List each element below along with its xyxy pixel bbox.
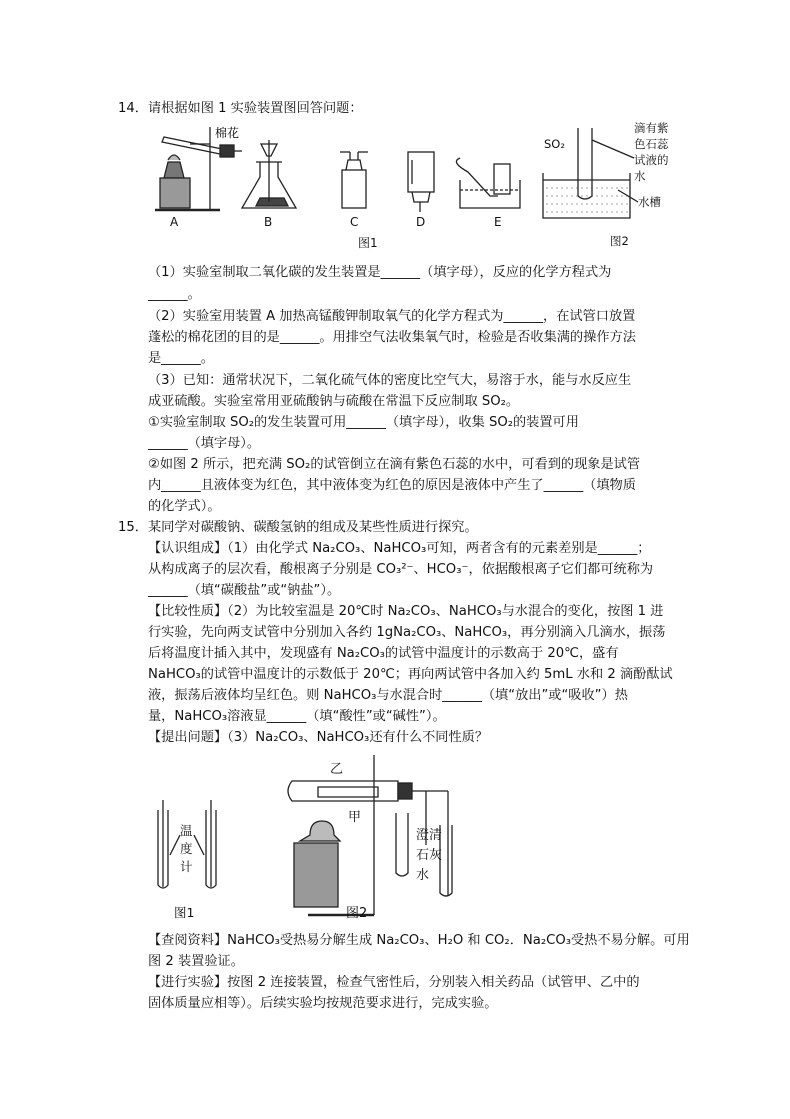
label-b: B xyxy=(264,215,273,229)
q14-title: 14．请根据如图 1 实验装置图回答问题： xyxy=(118,101,363,116)
q15-line-4: 【比较性质】（2）为比较室温是 20℃时 Na₂CO₃、NaHCO₃与水混合的变化，按图 1 进 xyxy=(148,604,664,619)
q15-title: 15．某同学对碳酸钠、碳酸氢钠的组成及某些性质进行探究。 xyxy=(118,520,478,535)
q14-line-3: （2）实验室用装置 A 加热高锰酸钾制取氧气的化学方程式为______，在试管口放置 xyxy=(148,309,636,324)
q15-fig1-caption: 图1 xyxy=(174,905,195,920)
q14-line-10: ②如图 2 所示，把充满 SO₂的试管倒立在滴有紫色石蕊的水中，可看到的现象是试管 xyxy=(148,457,641,472)
q14-line-2: ______。 xyxy=(148,287,201,302)
tube-yi-label: 乙 xyxy=(330,762,344,777)
q15-line-2: 从构成离子的层次看，酸根离子分别是 CO₃²⁻、HCO₃⁻，依据酸根离子它们都可统称为 xyxy=(148,562,654,577)
note-line-1: 滴有紫 xyxy=(634,121,669,135)
fig1-caption: 图1 xyxy=(358,236,378,250)
limewater-label-1: 澄清 xyxy=(416,828,443,843)
q14-line-4: 蓬松的棉花团的目的是______。用排空气法收集氧气时，检验是否收集满的操作方法 xyxy=(148,330,636,345)
q14-line-8: ①实验室制取 SO₂的发生装置可用______（填字母），收集 SO₂的装置可用 xyxy=(148,415,579,430)
q15-line-10: 【提出问题】（3）Na₂CO₃、NaHCO₃还有什么不同性质？ xyxy=(148,730,489,745)
label-e: E xyxy=(494,215,502,229)
q15-line-6: 后将温度计插入其中，发现盛有 Na₂CO₃的试管中温度计的示数高于 20℃，盛有 xyxy=(148,646,619,661)
fig2-caption: 图2 xyxy=(610,234,629,248)
apparatus-d xyxy=(408,152,434,212)
q14-figure-1 xyxy=(150,122,530,252)
q15-figure-1 xyxy=(150,795,230,925)
note-line-3: 试液的 xyxy=(634,153,669,167)
q15-line-13: 【进行实验】按图 2 连接装置，检查气密性后，分别装入相关药品（试管甲、乙中的 xyxy=(148,975,640,990)
q15-line-11: 【查阅资料】NaHCO₃受热易分解生成 Na₂CO₃、H₂O 和 CO₂．Na₂CO₃受热不易分解。可用 xyxy=(148,933,690,948)
cotton-label: 棉花 xyxy=(215,126,240,140)
thermometer-char-2: 度 xyxy=(180,841,193,856)
label-a: A xyxy=(170,215,179,229)
tube-jia-label: 甲 xyxy=(348,810,362,825)
apparatus-c xyxy=(340,152,368,208)
q15-figure-2 xyxy=(278,745,478,925)
q15-line-14: 固体质量应相等）。后续实验均按规范要求进行，完成实验。 xyxy=(148,996,498,1011)
q15-line-7: NaHCO₃的试管中温度计的示数低于 20℃；再向两试管中各加入约 5mL 水和 2 滴酚酞试 xyxy=(148,667,673,682)
q15-line-9: 量，NaHCO₃溶液显______（填“酸性”或“碱性”）。 xyxy=(148,709,446,724)
label-c: C xyxy=(350,215,359,229)
q14-line-9: ______（填字母）。 xyxy=(148,436,261,451)
limewater-label-3: 水 xyxy=(416,868,430,883)
so2-label: SO₂ xyxy=(544,137,565,151)
q14-figure-2 xyxy=(538,118,678,250)
label-d: D xyxy=(416,215,426,229)
thermometer-char-3: 计 xyxy=(180,859,193,874)
q14-line-12: 的化学式）。 xyxy=(148,499,221,514)
q15-fig2-caption: 图2 xyxy=(346,906,368,921)
q14-line-1: （1）实验室制取二氧化碳的发生装置是______（填字母），反应的化学方程式为 xyxy=(148,265,612,280)
q14-line-7: 成亚硫酸。实验室常用亚硫酸钠与硫酸在常温下反应制取 SO₂。 xyxy=(148,394,520,409)
q15-line-3: ______（填“碳酸盐”或“钠盐”）。 xyxy=(148,583,341,598)
note-line-2: 色石蕊 xyxy=(634,137,669,151)
thermometer-char-1: 温 xyxy=(180,823,193,838)
apparatus-e xyxy=(456,158,520,208)
apparatus-b xyxy=(242,140,296,208)
q15-line-8: 液，振荡后液体均呈红色。则 NaHCO₃与水混合时______（填“放出”或“吸收”）热 xyxy=(148,688,628,703)
trough-label: 水槽 xyxy=(638,195,661,209)
q14-line-11: 内______且液体变为红色，其中液体变为红色的原因是液体中产生了______（填物质 xyxy=(148,478,636,493)
q15-line-5: 行实验，先向两支试管中分别加入各约 1gNa₂CO₃、NaHCO₃，再分别滴入几滴水，振荡 xyxy=(148,625,666,640)
q15-line-12: 图 2 装置验证。 xyxy=(148,954,244,969)
note-line-4: 水 xyxy=(634,169,646,183)
q15-line-1: 【认识组成】（1）由化学式 Na₂CO₃、NaHCO₃可知，两者含有的元素差别是______； xyxy=(148,541,651,556)
q14-line-5: 是______。 xyxy=(148,351,214,366)
q14-line-6: （3）已知：通常状况下，二氧化硫气体的密度比空气大，易溶于水，能与水反应生 xyxy=(148,373,632,388)
limewater-label-2: 石灰 xyxy=(416,848,443,863)
